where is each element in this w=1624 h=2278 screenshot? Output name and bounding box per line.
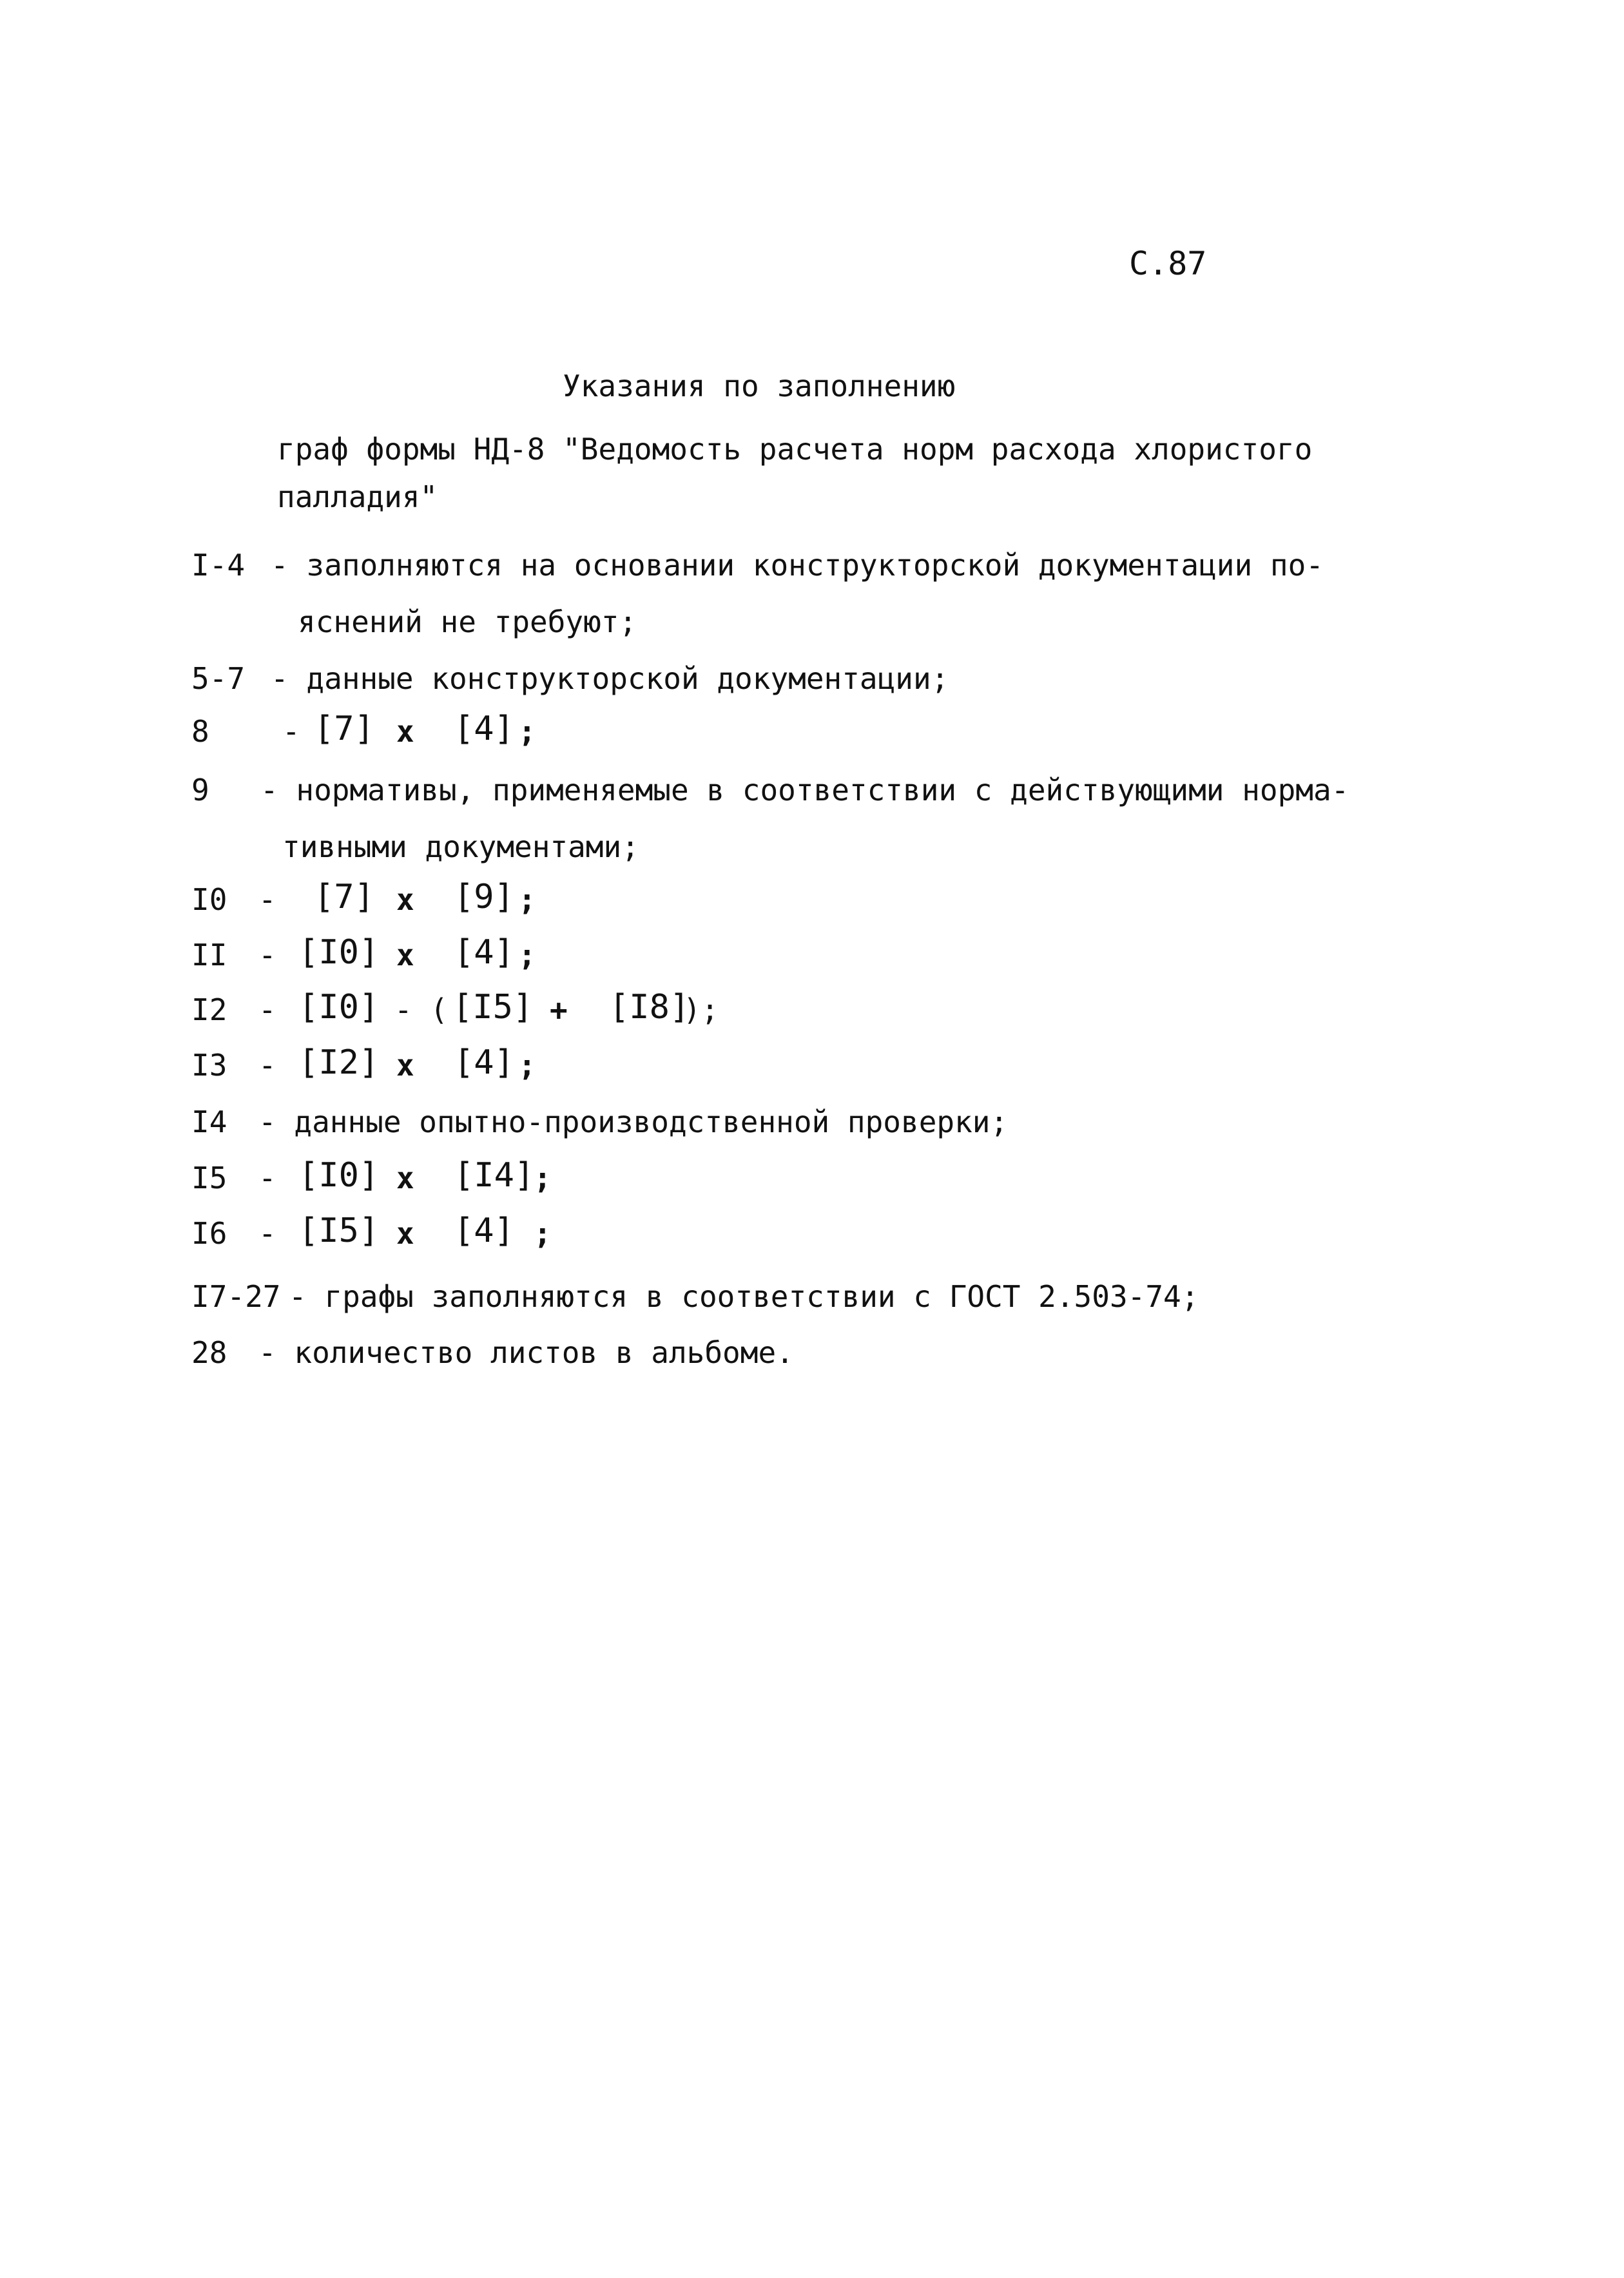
plus-sign: + [550, 992, 568, 1027]
column-reference: [I8] [609, 988, 690, 1027]
multiply-sign: x [396, 1161, 414, 1195]
page-number: C.87 [1129, 245, 1207, 282]
page-title: Указания по заполнению [563, 369, 956, 403]
multiply-sign: x [396, 938, 414, 972]
semicolon: ; [534, 1216, 552, 1251]
item-code: 5-7 [191, 661, 246, 696]
column-reference: [4] [454, 1043, 514, 1082]
dash: - [258, 1161, 276, 1195]
item-text-continued: яснений не требуют; [298, 604, 637, 639]
semicolon: ; [518, 882, 536, 917]
column-reference: [7] [314, 878, 374, 916]
item-code: I2 [191, 992, 227, 1027]
item-code: I5 [191, 1161, 227, 1195]
column-reference: [4] [454, 709, 514, 748]
dash: - [258, 938, 276, 972]
multiply-sign: x [396, 1216, 414, 1251]
item-text: - заполняются на основании конструкторской документации по- [271, 548, 1324, 583]
item-code: II [191, 938, 227, 972]
column-reference: [I0] [298, 933, 380, 972]
semicolon: ; [518, 714, 536, 749]
column-reference: [I4] [454, 1156, 535, 1195]
column-reference: [I5] [452, 988, 534, 1027]
dash: - [258, 1048, 276, 1083]
column-reference: [4] [454, 933, 514, 972]
item-text: - количество листов в альбоме. [258, 1335, 794, 1370]
item-code: 9 [191, 773, 209, 807]
item-code: I4 [191, 1105, 227, 1139]
dash: - [282, 714, 300, 749]
page-subtitle: граф формы НД-8 "Ведомость расчета норм расхода хлористого палладия" [277, 432, 1313, 514]
column-reference: [9] [454, 878, 514, 916]
column-reference: [I2] [298, 1043, 380, 1082]
item-code: 8 [191, 714, 209, 749]
item-code: I7-27 [191, 1279, 281, 1314]
minus-open-paren: - ( [394, 992, 449, 1027]
dash: - [258, 992, 276, 1027]
multiply-sign: x [396, 714, 414, 749]
semicolon: ; [518, 938, 536, 972]
item-text: - данные конструкторской документации; [271, 661, 949, 696]
dash: - [258, 1216, 276, 1251]
item-text: - нормативы, применяемые в соответствии с действующими норма- [260, 773, 1349, 807]
close-paren: ); [683, 992, 719, 1027]
column-reference: [I0] [298, 1156, 380, 1195]
semicolon: ; [518, 1048, 536, 1083]
multiply-sign: x [396, 882, 414, 917]
column-reference: [I0] [298, 988, 380, 1027]
item-text: - графы заполняются в соответствии с ГОСТ 2.503-74; [289, 1279, 1199, 1314]
item-text-continued: тивными документами; [282, 829, 639, 864]
item-code: I3 [191, 1048, 227, 1083]
column-reference: [I5] [298, 1211, 380, 1250]
item-code: I6 [191, 1216, 227, 1251]
column-reference: [7] [314, 709, 374, 748]
item-code: 28 [191, 1335, 227, 1370]
item-code: I-4 [191, 548, 246, 583]
multiply-sign: x [396, 1048, 414, 1083]
dash: - [258, 882, 276, 917]
item-code: I0 [191, 882, 227, 917]
column-reference: [4] [454, 1211, 514, 1250]
item-text: - данные опытно-производственной проверки; [258, 1105, 1009, 1139]
semicolon: ; [534, 1161, 552, 1195]
